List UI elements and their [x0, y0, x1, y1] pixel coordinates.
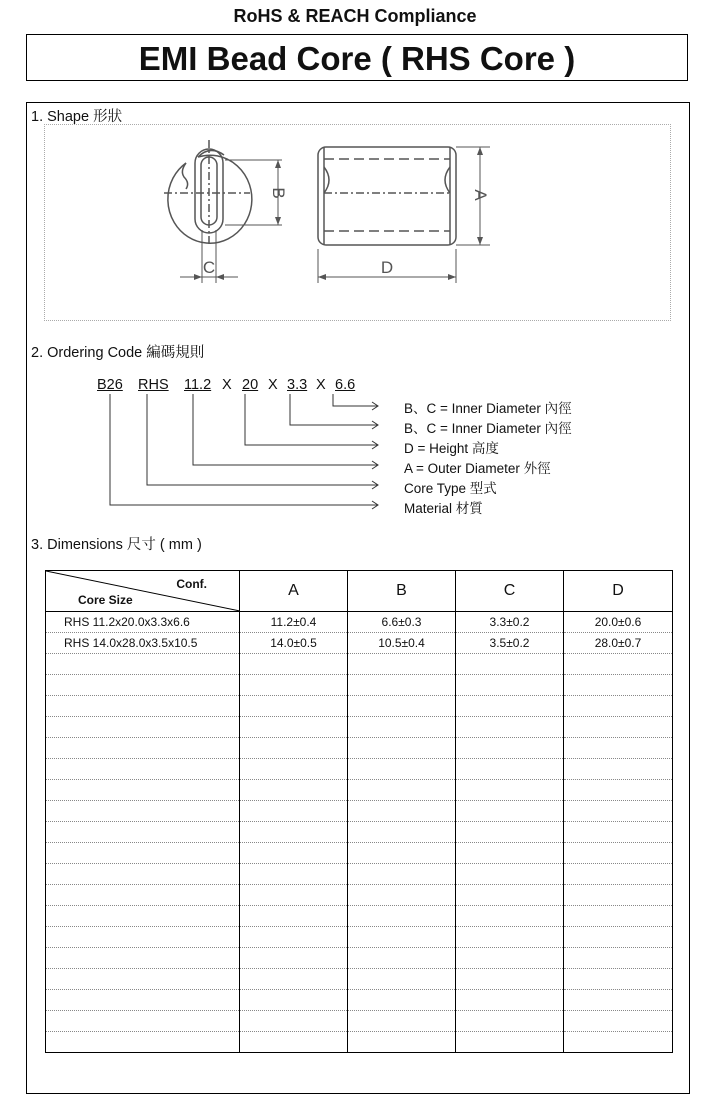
shape-heading: 1. Shape 形狀	[31, 109, 123, 125]
dim-a-cell: 14.0±0.5	[240, 633, 348, 654]
column-header: B	[348, 571, 456, 612]
empty-cell	[348, 696, 456, 717]
empty-table-row	[46, 990, 673, 1011]
empty-cell	[456, 780, 564, 801]
ordering-code-separator: X	[222, 377, 232, 393]
empty-cell	[456, 885, 564, 906]
empty-cell	[348, 948, 456, 969]
legend-item: A = Outer Diameter 外徑	[404, 461, 551, 476]
empty-cell	[456, 696, 564, 717]
empty-table-row	[46, 1032, 673, 1053]
table-body	[46, 612, 673, 1053]
empty-table-row	[46, 696, 673, 717]
empty-cell	[456, 822, 564, 843]
ordering-code-part: 20	[242, 377, 259, 393]
empty-cell	[456, 864, 564, 885]
empty-cell	[348, 780, 456, 801]
empty-cell	[348, 654, 456, 675]
empty-table-row	[46, 780, 673, 801]
empty-cell	[564, 738, 673, 759]
table-row	[46, 612, 673, 633]
empty-cell	[456, 801, 564, 822]
empty-cell	[348, 1011, 456, 1032]
empty-cell	[240, 1032, 348, 1053]
empty-cell	[456, 906, 564, 927]
diagonal-header-cell	[46, 571, 240, 612]
empty-cell	[46, 927, 240, 948]
empty-cell	[564, 654, 673, 675]
dim-b-cell: 6.6±0.3	[348, 612, 456, 633]
empty-table-row	[46, 906, 673, 927]
table-row	[46, 633, 673, 654]
empty-cell	[564, 906, 673, 927]
empty-cell	[456, 1011, 564, 1032]
empty-cell	[240, 696, 348, 717]
empty-cell	[240, 864, 348, 885]
empty-table-row	[46, 969, 673, 990]
empty-cell	[240, 906, 348, 927]
empty-cell	[456, 1032, 564, 1053]
empty-cell	[46, 1032, 240, 1053]
empty-cell	[564, 1032, 673, 1053]
empty-cell	[564, 843, 673, 864]
empty-cell	[564, 675, 673, 696]
empty-cell	[240, 822, 348, 843]
empty-table-row	[46, 1011, 673, 1032]
empty-cell	[456, 843, 564, 864]
diagonal-divider	[46, 571, 240, 611]
empty-cell	[348, 885, 456, 906]
empty-cell	[564, 717, 673, 738]
empty-cell	[46, 990, 240, 1011]
empty-cell	[456, 675, 564, 696]
column-header: D	[564, 571, 673, 612]
dim-d-cell: 20.0±0.6	[564, 612, 673, 633]
empty-table-row	[46, 864, 673, 885]
empty-table-row	[46, 885, 673, 906]
ordering-code-part: RHS	[138, 377, 169, 393]
empty-cell	[564, 1011, 673, 1032]
empty-cell	[456, 969, 564, 990]
empty-cell	[240, 654, 348, 675]
dimensions-heading: 3. Dimensions 尺寸 ( mm )	[31, 537, 202, 553]
empty-cell	[46, 738, 240, 759]
empty-cell	[564, 969, 673, 990]
empty-cell	[564, 780, 673, 801]
empty-table-row	[46, 801, 673, 822]
empty-cell	[46, 1011, 240, 1032]
empty-cell	[240, 780, 348, 801]
empty-cell	[564, 927, 673, 948]
page-title: EMI Bead Core ( RHS Core )	[26, 34, 688, 81]
empty-cell	[46, 675, 240, 696]
empty-cell	[46, 780, 240, 801]
empty-cell	[46, 759, 240, 780]
empty-cell	[348, 801, 456, 822]
empty-cell	[456, 927, 564, 948]
compliance-subtitle: RoHS & REACH Compliance	[233, 6, 477, 26]
dim-label-d: D	[380, 258, 394, 277]
empty-cell	[348, 906, 456, 927]
empty-table-row	[46, 843, 673, 864]
legend-item: Material 材質	[404, 501, 483, 516]
empty-table-row	[46, 948, 673, 969]
empty-cell	[348, 990, 456, 1011]
dim-b-cell: 10.5±0.4	[348, 633, 456, 654]
dim-a-cell: 11.2±0.4	[240, 612, 348, 633]
empty-cell	[564, 990, 673, 1011]
dimensions-table	[45, 570, 673, 1053]
ordering-code-part: 11.2	[184, 377, 212, 393]
dim-d-cell: 28.0±0.7	[564, 633, 673, 654]
empty-cell	[46, 717, 240, 738]
empty-cell	[240, 801, 348, 822]
empty-cell	[46, 885, 240, 906]
core-end-outline	[168, 155, 252, 243]
empty-cell	[348, 822, 456, 843]
empty-cell	[240, 990, 348, 1011]
legend-item: B、C = Inner Diameter 內徑	[404, 421, 572, 436]
column-header: A	[240, 571, 348, 612]
empty-cell	[46, 822, 240, 843]
empty-cell	[46, 696, 240, 717]
ordering-code-separator: X	[316, 377, 326, 393]
empty-cell	[456, 990, 564, 1011]
core-size-cell: RHS 11.2x20.0x3.3x6.6	[46, 612, 240, 633]
empty-cell	[240, 717, 348, 738]
empty-table-row	[46, 654, 673, 675]
empty-cell	[46, 654, 240, 675]
empty-cell	[348, 759, 456, 780]
legend-item: Core Type 型式	[404, 481, 497, 496]
header-size-label: Core Size	[78, 593, 133, 607]
empty-cell	[240, 1011, 348, 1032]
empty-cell	[240, 759, 348, 780]
core-size-cell: RHS 14.0x28.0x3.5x10.5	[46, 633, 240, 654]
empty-cell	[348, 843, 456, 864]
header-conf-label: Conf.	[176, 577, 207, 591]
empty-cell	[240, 738, 348, 759]
empty-cell	[564, 885, 673, 906]
ordering-code-part: 6.6	[335, 377, 356, 393]
empty-table-row	[46, 675, 673, 696]
empty-cell	[46, 801, 240, 822]
empty-cell	[240, 969, 348, 990]
legend-item: D = Height 高度	[404, 441, 499, 456]
empty-cell	[240, 675, 348, 696]
empty-cell	[456, 759, 564, 780]
empty-cell	[46, 843, 240, 864]
column-header: C	[456, 571, 564, 612]
empty-cell	[348, 738, 456, 759]
empty-cell	[46, 864, 240, 885]
empty-cell	[564, 801, 673, 822]
empty-cell	[456, 948, 564, 969]
shape-drawing	[150, 135, 510, 295]
empty-cell	[240, 948, 348, 969]
empty-cell	[456, 738, 564, 759]
ordering-arrows	[100, 392, 390, 512]
empty-cell	[348, 675, 456, 696]
empty-cell	[348, 969, 456, 990]
empty-cell	[348, 717, 456, 738]
empty-cell	[348, 864, 456, 885]
dim-label-b: B	[269, 187, 288, 199]
ordering-heading: 2. Ordering Code 編碼規則	[31, 345, 205, 361]
dim-c-cell: 3.3±0.2	[456, 612, 564, 633]
legend-item: B、C = Inner Diameter 內徑	[404, 401, 572, 416]
table-header-row	[46, 571, 673, 612]
empty-cell	[240, 927, 348, 948]
ordering-code-part: B26	[97, 377, 123, 393]
empty-table-row	[46, 717, 673, 738]
empty-cell	[564, 696, 673, 717]
dim-label-a: A	[471, 189, 490, 201]
dim-label-c: C	[202, 258, 216, 277]
empty-table-row	[46, 759, 673, 780]
empty-cell	[348, 1032, 456, 1053]
empty-cell	[456, 717, 564, 738]
empty-cell	[46, 906, 240, 927]
empty-table-row	[46, 822, 673, 843]
empty-cell	[564, 822, 673, 843]
ordering-code-separator: X	[268, 377, 278, 393]
empty-table-row	[46, 927, 673, 948]
empty-cell	[564, 864, 673, 885]
ordering-code-part: 3.3	[287, 377, 308, 393]
empty-cell	[348, 927, 456, 948]
empty-table-row	[46, 738, 673, 759]
dim-c-cell: 3.5±0.2	[456, 633, 564, 654]
empty-cell	[240, 885, 348, 906]
empty-cell	[240, 843, 348, 864]
empty-cell	[46, 948, 240, 969]
empty-cell	[564, 759, 673, 780]
empty-cell	[564, 948, 673, 969]
empty-cell	[456, 654, 564, 675]
empty-cell	[46, 969, 240, 990]
